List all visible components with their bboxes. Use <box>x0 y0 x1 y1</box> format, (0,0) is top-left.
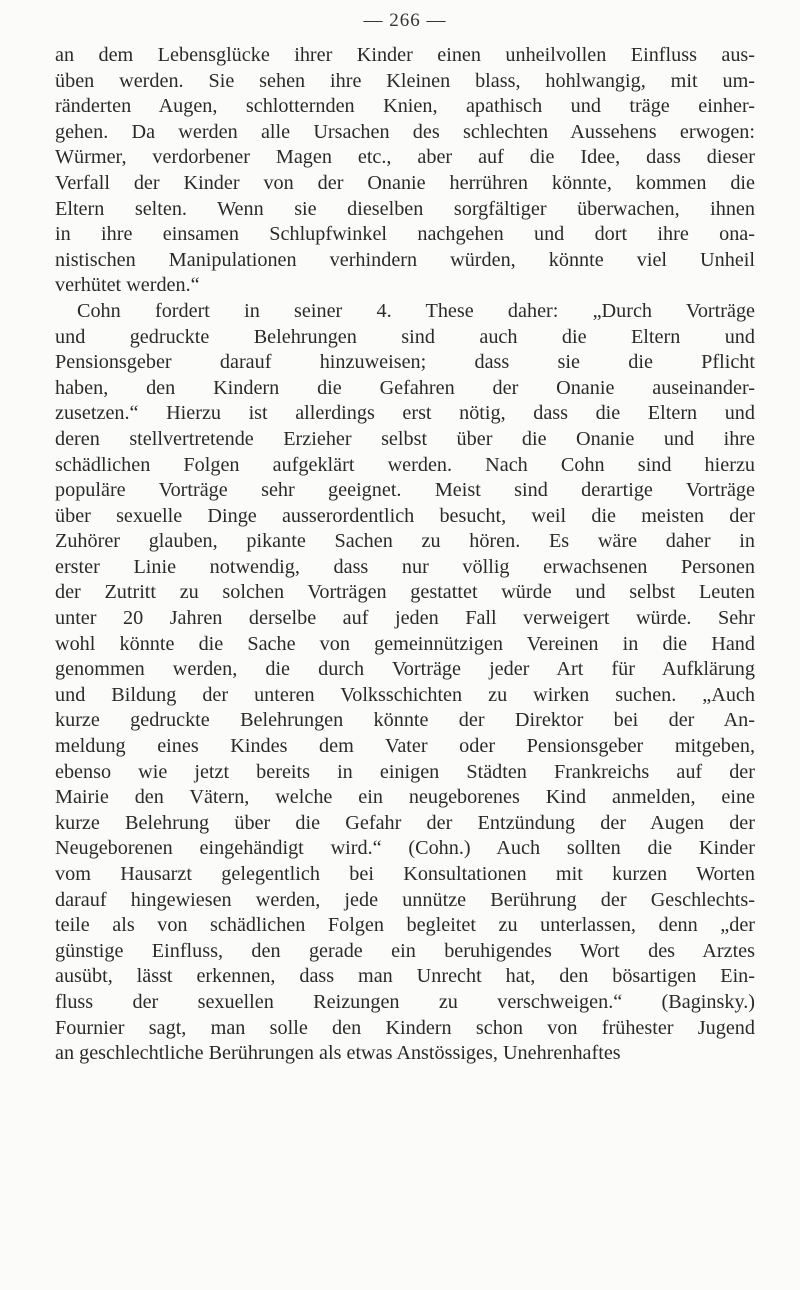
text-line: haben, den Kindern die Gefahren der Onanie auseinander- <box>55 376 755 399</box>
text-line: über sexuelle Dinge ausserordentlich besucht, weil die meisten der <box>55 504 755 527</box>
text-line: verhütet werden.“ <box>55 274 200 297</box>
text-line: wohl könnte die Sache von gemeinnützigen Vereinen in die Hand <box>55 632 755 655</box>
text-line: erster Linie notwendig, dass nur völlig erwachsenen Personen <box>55 555 755 578</box>
page-number: — 266 — <box>363 10 447 31</box>
text-line: kurze gedruckte Belehrungen könnte der Direktor bei der An- <box>55 709 755 732</box>
text-line: gehen. Da werden alle Ursachen des schlechten Aussehens erwogen: <box>55 120 755 143</box>
text-line: Fournier sagt, man solle den Kindern schon von frühester Jugend <box>55 1016 755 1039</box>
text-line: genommen werden, die durch Vorträge jeder Art für Aufklärung <box>55 658 755 681</box>
text-line: Neugeborenen eingehändigt wird.“ (Cohn.) Auch sollten die Kinder <box>55 837 755 860</box>
text-line: Eltern selten. Wenn sie dieselben sorgfältiger überwachen, ihnen <box>55 197 755 220</box>
text-line: ebenso wie jetzt bereits in einigen Städten Frankreichs auf der <box>55 760 755 783</box>
text-line: vom Hausarzt gelegentlich bei Konsultationen mit kurzen Worten <box>55 863 755 885</box>
text-line: fluss der sexuellen Reizungen zu verschweigen.“ (Baginsky.) <box>55 990 755 1013</box>
text-line: populäre Vorträge sehr geeignet. Meist sind derartige Vorträge <box>55 479 755 502</box>
text-line: günstige Einfluss, den gerade ein beruhigendes Wort des Arztes <box>55 939 755 962</box>
text-line: Cohn fordert in seiner 4. These daher: „Durch Vorträge <box>77 299 755 322</box>
text-line: unter 20 Jahren derselbe auf jeden Fall verweigert würde. Sehr <box>55 607 755 630</box>
text-line: und Bildung der unteren Volksschichten zu wirken suchen. „Auch <box>55 683 755 706</box>
text-line: an geschlechtliche Berührungen als etwas Anstössiges, Unehrenhaftes <box>55 1042 621 1065</box>
text-line: an dem Lebensglücke ihrer Kinder einen unheilvollen Einfluss aus- <box>55 44 755 66</box>
text-line: meldung eines Kindes dem Vater oder Pensionsgeber mitgeben, <box>55 735 755 758</box>
text-line: in ihre einsamen Schlupfwinkel nachgehen und dort ihre ona- <box>55 223 755 246</box>
text-line: Verfall der Kinder von der Onanie herrühren könnte, kommen die <box>55 171 755 194</box>
text-line: schädlichen Folgen aufgeklärt werden. Nach Cohn sind hierzu <box>55 453 755 476</box>
text-line: zusetzen.“ Hierzu ist allerdings erst nötig, dass die Eltern und <box>55 402 755 425</box>
text-line: Würmer, verdorbener Magen etc., aber auf die Idee, dass dieser <box>55 146 755 169</box>
text-line: und gedruckte Belehrungen sind auch die Eltern und <box>55 325 755 348</box>
text-line: ausübt, lässt erkennen, dass man Unrecht hat, den bösartigen Ein- <box>55 965 755 988</box>
text-line: teile als von schädlichen Folgen begleitet zu unterlassen, denn „der <box>55 914 755 937</box>
text-line: darauf hingewiesen werden, jede unnütze Berührung der Geschlechts- <box>55 888 755 911</box>
text-line: ränderten Augen, schlotternden Knien, apathisch und träge einher- <box>55 95 755 118</box>
text-line: der Zutritt zu solchen Vorträgen gestattet würde und selbst Leuten <box>55 581 755 604</box>
body-text <box>55 43 755 1067</box>
book-page <box>55 0 755 1290</box>
text-line: kurze Belehrung über die Gefahr der Entzündung der Augen der <box>55 811 755 834</box>
text-line: Zuhörer glauben, pikante Sachen zu hören. Es wäre daher in <box>55 530 755 553</box>
text-line: nistischen Manipulationen verhindern würden, könnte viel Unheil <box>55 248 755 271</box>
text-line: üben werden. Sie sehen ihre Kleinen blass, hohlwangig, mit um- <box>55 69 755 92</box>
text-line: Mairie den Vätern, welche ein neugeborenes Kind anmelden, eine <box>55 786 755 809</box>
text-line: deren stellvertretende Erzieher selbst über die Onanie und ihre <box>55 427 755 450</box>
text-line: Pensionsgeber darauf hinzuweisen; dass sie die Pflicht <box>55 351 755 374</box>
